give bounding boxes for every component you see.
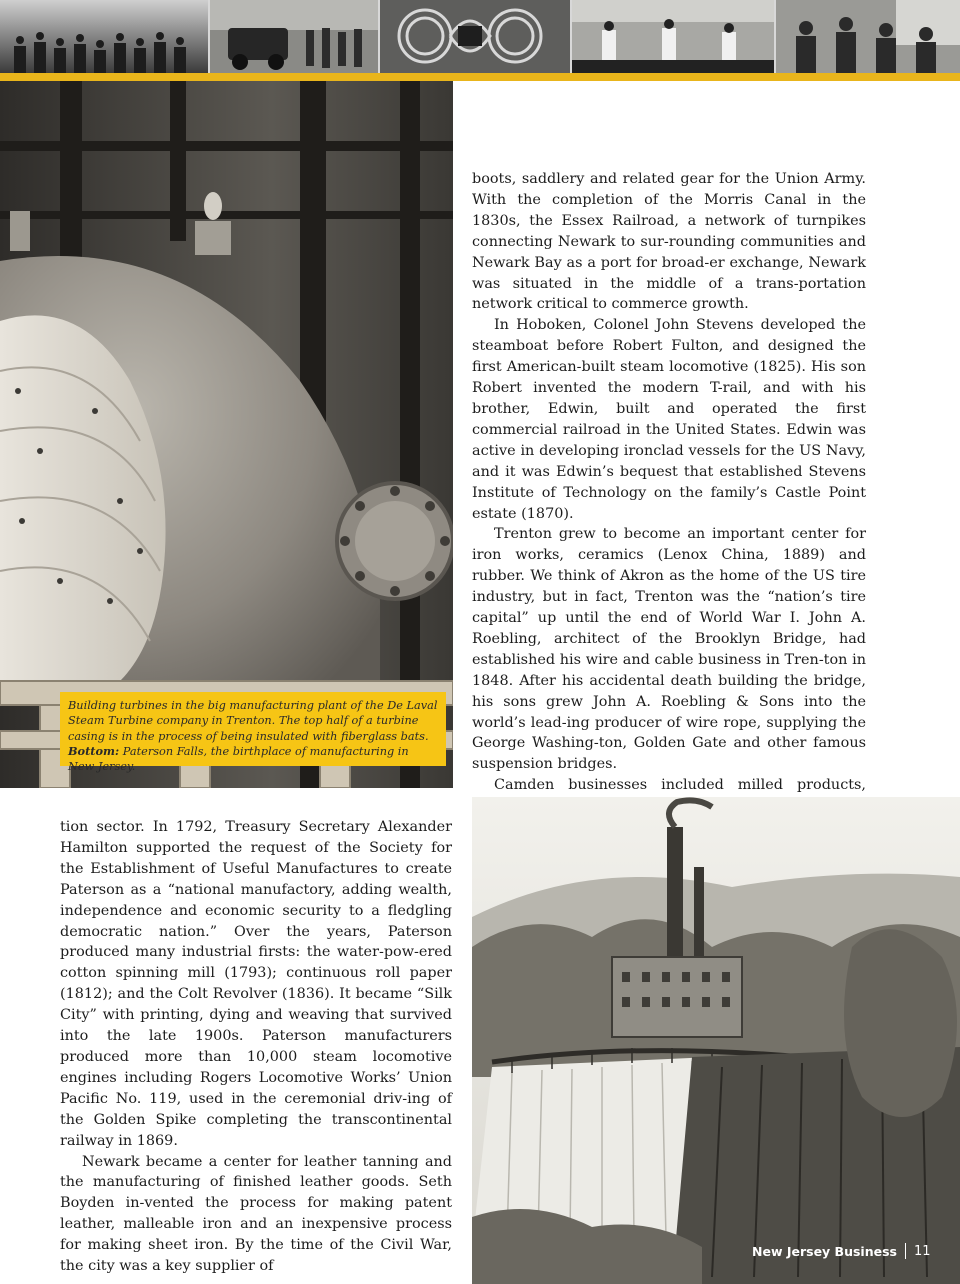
street-car-photo bbox=[210, 0, 380, 73]
article-column-left bbox=[60, 817, 452, 1277]
photo-caption: Building turbines in the big manufacturing plant of the De Laval Steam Turbine company in Trenton. The top half of a turbine casing is in the process of being insulated with fiberglass bats. Bottom: Paterson Falls, the birthplace of manufacturing in New Jersey. bbox=[60, 692, 446, 766]
paragraph-hoboken: In Hoboken, Colonel John Stevens developed the steamboat before Robert Fulton, and designed the first American-built steam locomotive (1825). His son Robert invented the modern T-rail, and with his brother, Edwin, built and operated the first commercial railroad in the United States. Edwin was active in developing ironclad vessels for the US Navy, and it was Edwin’s bequest that established Stevens Institute of Technology on the family’s Castle Point estate (1870). bbox=[472, 317, 866, 522]
publication-name: New Jersey Business bbox=[752, 1243, 897, 1259]
turbine-photo bbox=[0, 81, 453, 788]
crowd-photo bbox=[0, 0, 210, 73]
header-accent-rule bbox=[0, 73, 960, 81]
paragraph-trenton: Trenton grew to become an important center for iron works, ceramics (Lenox China, 1889) and rubber. We think of Akron as the home of the US tire industry, but in fact, Trenton was the “nation’s tire capital” up until the end of World War I. John A. Roebling, architect of the Brooklyn Bridge, had established his wire and cable business in Tren-ton in 1848. After his accidental death building the bridge, his sons grew John A. Roebling & Sons into the world’s lead-ing producer of wire rope, supplying the George Washing-ton, Golden Gate and other famous suspension bridges. bbox=[472, 526, 866, 773]
caption-bold-lead: Bottom: bbox=[68, 743, 120, 758]
paragraph-newark: Newark became a center for leather tanning and the manufacturing of finished leather goods. Seth Boyden in-vented the process for making patent leather, malleable iron and an inexpensive process for making sheet iron. By the time of the Civil War, the city was a key supplier of bbox=[60, 1153, 452, 1275]
paragraph-paterson: tion sector. In 1792, Treasury Secretary Alexander Hamilton supported the request of the Society for the Establishment of Useful Manufactures to create Paterson as a “national manufactory, adding wealth, independence and economic security to a fledgling democratic nation.” Over the years, Paterson produced many industrial firsts: the water-pow-ered cotton spinning mill (1793); continuous roll paper (1812); and the Colt Revolver (1836). It became “Silk City” with printing, dying and weaving that survived into the late 1900s. Paterson manufacturers produced more than 10,000 steam locomotive engines including Rogers Locomotive Works’ Union Pacific No. 119, used in the ceremonial driv-ing of the Golden Spike completing the transcontinental railway in 1869. bbox=[60, 819, 452, 1149]
workshop-people-photo bbox=[776, 0, 960, 73]
turbine-coils-photo bbox=[380, 0, 572, 73]
factory-floor-photo bbox=[572, 0, 776, 73]
paterson-falls-engraving bbox=[472, 797, 960, 1284]
header-photo-strip bbox=[0, 0, 960, 73]
paragraph-newark-cont: boots, saddlery and related gear for the Union Army. With the completion of the Morris Canal in the 1830s, the Essex Railroad, a network of turnpikes connecting Newark to sur-rounding communities and Newark Bay as a port for broad-er exchange, Newark was situated in the middle of a trans-portation network critical to commerce growth. bbox=[472, 171, 866, 313]
page-footer bbox=[752, 1240, 931, 1262]
paragraph-camden: Camden businesses included milled products, bbox=[494, 777, 866, 794]
article-column-right bbox=[472, 169, 866, 880]
page-number: 11 bbox=[913, 1243, 931, 1259]
footer-divider bbox=[905, 1243, 906, 1259]
